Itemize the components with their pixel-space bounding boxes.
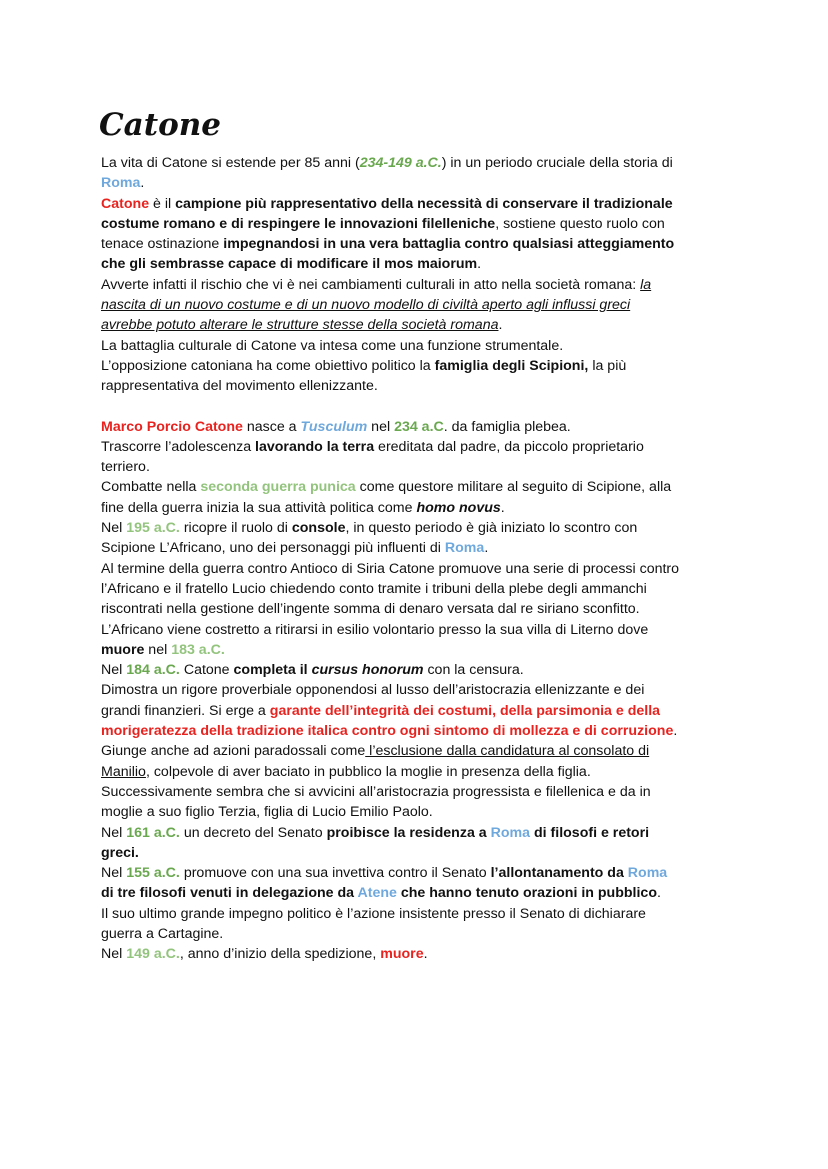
text-line bbox=[101, 640, 729, 660]
text-line bbox=[101, 762, 729, 782]
intro-section bbox=[101, 153, 729, 397]
date-highlight: 234 a.C bbox=[394, 418, 444, 435]
text-line bbox=[101, 477, 729, 497]
event-highlight: seconda guerra punica bbox=[200, 479, 356, 496]
text-line bbox=[101, 336, 729, 356]
date-highlight: 161 a.C. bbox=[126, 824, 180, 841]
bold-text: famiglia degli Scipioni, bbox=[434, 357, 589, 374]
text-line bbox=[101, 254, 729, 274]
text-run: fine della guerra inizia la sua attività politica come bbox=[101, 499, 417, 516]
bold-text: costume romano e di respingere le innovazioni filelleniche bbox=[101, 215, 496, 232]
text-line bbox=[101, 721, 729, 741]
text-run: Catone bbox=[179, 662, 234, 679]
text-line bbox=[101, 275, 729, 295]
text-run: , anno d’inizio della spedizione, bbox=[179, 946, 381, 963]
text-run: L’opposizione catoniana ha come obiettivo politico la bbox=[101, 357, 435, 374]
text-run: , sostiene questo ruolo con bbox=[495, 215, 665, 232]
date-highlight: 149 a.C. bbox=[126, 946, 180, 963]
text-run: . bbox=[498, 317, 503, 334]
text-line bbox=[101, 356, 729, 376]
text-line bbox=[101, 376, 729, 396]
text-line bbox=[101, 315, 729, 335]
text-run: . bbox=[484, 540, 489, 557]
text-run: ricopre il ruolo di bbox=[179, 520, 292, 537]
bold-text: l’allontanamento da bbox=[490, 865, 628, 882]
text-line bbox=[101, 214, 729, 234]
text-run: è il bbox=[149, 195, 176, 212]
text-line bbox=[101, 295, 729, 315]
text-line bbox=[101, 234, 729, 254]
text-run: l’Africano e il fratello Lucio chiedendo conto tramite i tribuni della plebe degli ammanchi bbox=[101, 580, 647, 597]
text-run: riscontrati nella gestione dell’ingente somma di denaro versata dal re siriano sconfitto. bbox=[101, 601, 640, 618]
text-line bbox=[101, 680, 729, 700]
text-run: terriero. bbox=[101, 459, 150, 476]
text-run: grandi finanzieri. Si erge a bbox=[101, 702, 270, 719]
text-line bbox=[101, 599, 729, 619]
text-line bbox=[101, 782, 729, 802]
place-highlight: Tusculum bbox=[300, 418, 368, 435]
bold-italic-text: homo novus bbox=[416, 499, 501, 516]
text-line bbox=[101, 457, 729, 477]
red-highlight: garante dell’integrità dei costumi, della parsimonia e della bbox=[269, 702, 661, 719]
text-line bbox=[101, 417, 729, 437]
text-run: ) in un periodo cruciale della storia di bbox=[441, 155, 673, 171]
text-run: con la censura. bbox=[423, 662, 524, 679]
date-highlight: 183 a.C. bbox=[171, 641, 225, 658]
text-run: . bbox=[656, 885, 661, 902]
text-run: Nel bbox=[101, 946, 127, 963]
text-run: Nel bbox=[101, 865, 127, 882]
bold-text: che hanno tenuto orazioni in pubblico bbox=[396, 885, 657, 902]
bold-text: console bbox=[291, 520, 346, 537]
biography-section bbox=[101, 417, 729, 965]
text-line bbox=[101, 620, 729, 640]
underlined-text: Manilio bbox=[101, 763, 146, 780]
text-run: . da famiglia plebea. bbox=[443, 418, 571, 435]
text-run: Nel bbox=[101, 662, 127, 679]
date-highlight: 234-149 a.C. bbox=[359, 155, 442, 171]
text-run: la più bbox=[588, 357, 627, 374]
bold-italic-text: cursus honorum bbox=[311, 662, 424, 679]
name-highlight: Marco Porcio Catone bbox=[101, 418, 243, 435]
text-run: Al termine della guerra contro Antioco di Siria Catone promuove una serie di processi contro bbox=[101, 560, 680, 577]
text-run: Avverte infatti il rischio che vi è nei cambiamenti culturali in atto nella società romana: bbox=[101, 276, 641, 293]
underlined-text: nascita di un nuovo costume e di un nuovo modello di civiltà aperto agli influssi greci bbox=[101, 297, 631, 314]
text-line bbox=[101, 904, 729, 924]
underlined-text: avrebbe potuto alterare le strutture stesse della società romana bbox=[101, 317, 499, 334]
text-run: ereditata dal padre, da piccolo proprietario bbox=[374, 438, 644, 455]
text-run: Dimostra un rigore proverbiale opponendosi al lusso dell’aristocrazia ellenizzante e dei bbox=[101, 682, 645, 699]
text-run: rappresentativa del movimento ellenizzante. bbox=[101, 378, 378, 395]
text-run: Successivamente sembra che si avvicini all’aristocrazia progressista e filellenica e da in bbox=[101, 783, 651, 800]
name-highlight: Catone bbox=[101, 195, 150, 212]
text-line bbox=[101, 194, 729, 214]
bold-text: campione più rappresentativo della necessità di conservare il tradizionale bbox=[175, 195, 673, 212]
text-line bbox=[101, 883, 729, 903]
text-run: La battaglia culturale di Catone va intesa come una funzione strumentale. bbox=[101, 337, 564, 354]
text-run: nel bbox=[367, 418, 395, 435]
text-line bbox=[101, 660, 729, 680]
place-highlight: Roma bbox=[490, 824, 531, 841]
bold-text: impegnandosi in una vera battaglia contro qualsiasi atteggiamento bbox=[223, 236, 675, 253]
text-run: . bbox=[477, 256, 482, 273]
bold-text: greci. bbox=[101, 844, 139, 861]
date-highlight: 155 a.C. bbox=[126, 865, 180, 882]
text-run: Giunge anche ad azioni paradossali come bbox=[101, 743, 366, 760]
document-title: Catone bbox=[99, 107, 222, 143]
place-highlight: Roma bbox=[101, 175, 141, 192]
text-run: guerra a Cartagine. bbox=[101, 925, 224, 942]
text-run: . bbox=[140, 175, 145, 192]
bold-text: di filosofi e retori bbox=[530, 824, 650, 841]
text-line bbox=[101, 437, 729, 457]
bold-text: muore bbox=[101, 641, 145, 658]
text-run: Nel bbox=[101, 824, 127, 841]
place-highlight: Roma bbox=[444, 540, 485, 557]
paragraph-gap bbox=[101, 397, 729, 417]
date-highlight: 184 a.C. bbox=[126, 662, 180, 679]
text-line bbox=[101, 701, 729, 721]
date-highlight: 195 a.C. bbox=[126, 520, 180, 537]
text-line bbox=[101, 173, 729, 193]
place-highlight: Roma bbox=[627, 865, 668, 882]
text-run: nasce a bbox=[242, 418, 301, 435]
text-run: , in questo periodo è già iniziato lo scontro con bbox=[345, 520, 638, 537]
text-run: La vita di Catone si estende per 85 anni ( bbox=[101, 155, 360, 171]
text-line bbox=[101, 518, 729, 538]
text-run: Combatte nella bbox=[101, 479, 201, 496]
text-run: Nel bbox=[101, 520, 127, 537]
bold-text: proibisce la residenza a bbox=[326, 824, 491, 841]
text-line bbox=[101, 538, 729, 558]
underlined-text: la bbox=[640, 276, 652, 293]
place-highlight: Atene bbox=[357, 885, 397, 902]
document-page bbox=[101, 106, 729, 965]
text-run: come questore militare al seguito di Scipione, alla bbox=[355, 479, 672, 496]
text-run: nel bbox=[144, 641, 172, 658]
text-line bbox=[101, 944, 729, 964]
text-run: Scipione L’Africano, uno dei personaggi più influenti di bbox=[101, 540, 445, 557]
bold-text: che gli sembrasse capace di modificare il mos maiorum bbox=[101, 256, 478, 273]
text-line bbox=[101, 559, 729, 579]
text-line bbox=[101, 924, 729, 944]
text-line bbox=[101, 579, 729, 599]
text-line bbox=[101, 802, 729, 822]
text-run: tenace ostinazione bbox=[101, 236, 224, 253]
text-line bbox=[101, 823, 729, 843]
bold-text: completa il bbox=[233, 662, 312, 679]
text-run: un decreto del Senato bbox=[179, 824, 327, 841]
text-line bbox=[101, 741, 729, 761]
underlined-text: l’esclusione dalla candidatura al consolato di bbox=[365, 743, 650, 760]
red-highlight: morigeratezza della tradizione italica contro ogni sintomo di mollezza e di corruzione bbox=[101, 723, 674, 740]
text-run: Trascorre l’adolescenza bbox=[101, 438, 256, 455]
text-run: . bbox=[500, 499, 505, 516]
bold-text: di tre filosofi venuti in delegazione da bbox=[101, 885, 358, 902]
text-line bbox=[101, 498, 729, 518]
text-line bbox=[101, 863, 729, 883]
text-run: L’Africano viene costretto a ritirarsi in esilio volontario presso la sua villa di Literno dove bbox=[101, 621, 649, 638]
text-line bbox=[101, 153, 729, 173]
text-run: promuove con una sua invettiva contro il Senato bbox=[179, 865, 491, 882]
text-run: . bbox=[423, 946, 428, 963]
text-run: moglie a suo figlio Terzia, figlia di Lucio Emilio Paolo. bbox=[101, 804, 433, 821]
text-line bbox=[101, 843, 729, 863]
red-highlight: muore bbox=[380, 946, 424, 963]
text-run: , colpevole di aver baciato in pubblico la moglie in presenza della figlia. bbox=[145, 763, 591, 780]
text-run: . bbox=[673, 723, 678, 740]
text-run: Il suo ultimo grande impegno politico è l’azione insistente presso il Senato di dichiarare bbox=[101, 905, 646, 922]
bold-text: lavorando la terra bbox=[255, 438, 375, 455]
